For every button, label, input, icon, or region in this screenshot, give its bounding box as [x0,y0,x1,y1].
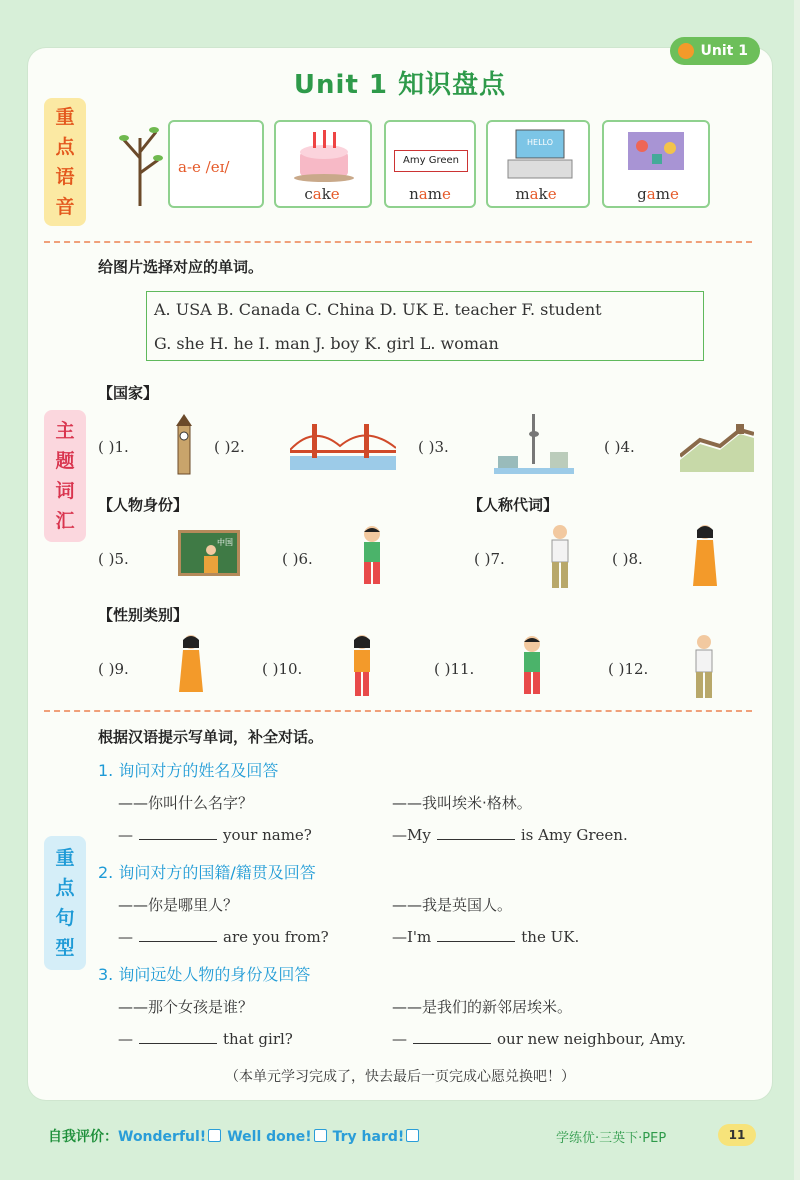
label-phonics: 重 点 语 音 [44,98,86,226]
blank-input[interactable] [437,929,515,942]
group-country: 【国家】 [98,384,159,402]
book-title: 学练优·三英下·PEP [556,1131,667,1146]
completion-note: （本单元学习完成了，快去最后一页完成心愿兑换吧！） [225,1069,575,1085]
answer-slot-3[interactable]: ( )3. [418,438,449,456]
checkbox-well-done[interactable] [314,1129,327,1142]
name-card: Amy Green [394,150,468,172]
golden-gate-bridge-icon [290,420,396,470]
answer-slot-2[interactable]: ( )2. [214,438,245,456]
self-evaluation: 自我评价：Wonderful! Well done! Try hard! [48,1126,425,1146]
answer-slot-1[interactable]: ( )1. [98,438,129,456]
word-make: make [515,185,557,203]
word-name: name [409,185,451,203]
section-divider-2 [44,710,752,712]
q2-zh-question: ——你是哪里人？ [118,896,239,914]
blank-input[interactable] [437,827,515,840]
boy-student-icon [358,524,386,588]
q1-heading: 1. 询问对方的姓名及回答 [98,761,279,780]
answer-slot-6[interactable]: ( )6. [282,550,313,568]
badge-icon [678,43,694,59]
teacher-figure-icon [201,543,221,573]
q3-en-answer: — our new neighbour, Amy. [392,1030,687,1048]
screen-text: HELLO [527,138,553,147]
girl-icon [350,634,374,698]
word-game: game [637,185,679,203]
checkbox-wonderful[interactable] [208,1129,221,1142]
q2-en-answer: —I'm the UK. [392,928,580,946]
blank-input[interactable] [139,1031,217,1044]
unit-tab: Unit 1 [670,37,760,65]
cn-tower-icon [494,414,574,474]
word-bank-row-2: G. she H. he I. man J. boy K. girl L. woman [154,334,499,353]
q3-zh-answer: ——是我们的新邻居埃米。 [392,998,573,1016]
big-ben-icon [170,414,198,476]
answer-slot-12[interactable]: ( )12. [608,660,649,678]
game-icon [604,124,708,184]
blank-input[interactable] [413,1031,491,1044]
q1-zh-question: ——你叫什么名字？ [118,794,254,812]
page-edge [794,0,800,1180]
computer-icon [488,124,588,184]
woman-icon-2 [178,634,204,696]
answer-slot-8[interactable]: ( )8. [612,550,643,568]
man-icon [548,524,572,590]
vocab-instruction: 给图片选择对应的单词。 [98,258,264,276]
word-cake: cake [304,185,340,203]
sentence-instruction: 根据汉语提示写单词，补全对话。 [98,728,324,746]
answer-slot-4[interactable]: ( )4. [604,438,635,456]
label-sentences: 重 点 句 型 [44,836,86,970]
group-pronoun: 【人称代词】 [468,496,559,514]
q1-en-answer: —My is Amy Green. [392,826,628,844]
word-bank-row-1: A. USA B. Canada C. China D. UK E. teacher F. student [154,300,602,319]
label-vocab: 主 题 词 汇 [44,410,86,542]
blank-input[interactable] [139,827,217,840]
answer-slot-9[interactable]: ( )9. [98,660,129,678]
tree-icon [116,118,164,206]
q2-en-question: — are you from? [118,928,329,946]
answer-slot-5[interactable]: ( )5. [98,550,129,568]
group-gender: 【性别类别】 [98,606,189,624]
great-wall-icon [680,420,754,472]
boy-icon [518,634,546,698]
answer-slot-10[interactable]: ( )10. [262,660,303,678]
man-icon-2 [692,634,716,700]
teacher-blackboard-icon [178,530,240,576]
cake-icon [276,124,370,184]
q1-en-question: — your name? [118,826,312,844]
answer-slot-11[interactable]: ( )11. [434,660,475,678]
q3-heading: 3. 询问远处人物的身份及回答 [98,965,311,984]
woman-icon [692,524,718,590]
phonics-sound: a-e /eɪ/ [178,158,230,176]
q1-zh-answer: ——我叫埃米·格林。 [392,794,532,812]
q2-heading: 2. 询问对方的国籍/籍贯及回答 [98,863,316,882]
q3-en-question: — that girl? [118,1030,293,1048]
group-identity: 【人物身份】 [98,496,189,514]
page-number: 11 [718,1124,756,1146]
blank-input[interactable] [139,929,217,942]
checkbox-try-hard[interactable] [406,1129,419,1142]
section-divider [44,241,752,243]
page-title: Unit 1 知识盘点 [293,70,507,100]
q2-zh-answer: ——我是英国人。 [392,896,513,914]
answer-slot-7[interactable]: ( )7. [474,550,505,568]
board-text: 中国 [217,538,233,547]
q3-zh-question: ——那个女孩是谁？ [118,998,254,1016]
